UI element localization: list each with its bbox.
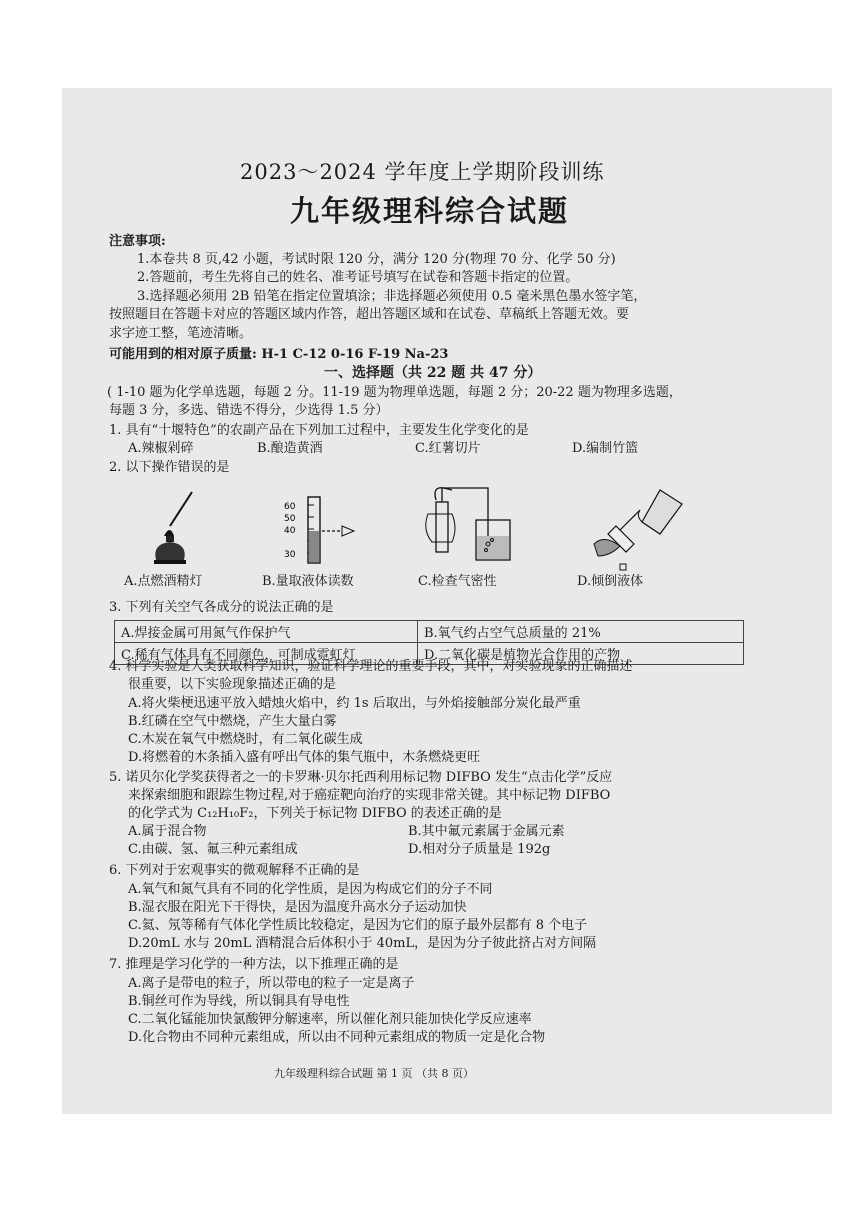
q5-stem-2: 来探索细胞和跟踪生物过程,对于癌症靶向治疗的实现非常关键。其中标记物 DIFBO — [128, 788, 611, 803]
q5-stem-1: 5. 诺贝尔化学奖获得者之一的卡罗琳·贝尔托西利用标记物 DIFBO 发生“点击化学”反应 — [109, 770, 613, 785]
exam-title: 2023～2024 学年度上学期阶段训练 — [240, 160, 605, 184]
note-1: 1.本卷共 8 页,42 小题，考试时限 120 分，满分 120 分(物理 70 分、化学 50 分) — [137, 252, 616, 267]
alcohol-lamp-figure — [144, 488, 214, 568]
q6-stem: 6. 下列对于宏观事实的微观解释不正确的是 — [109, 863, 360, 878]
exam-page — [62, 88, 832, 1114]
q7-option-b: B.铜丝可作为导线，所以铜具有导电性 — [128, 994, 350, 1009]
note-3-cont2: 求字迹工整，笔迹清晰。 — [109, 326, 253, 341]
q5-stem-3: 的化学式为 C₁₂H₁₀F₂，下列关于标记物 DIFBO 的表述正确的是 — [128, 806, 502, 821]
q3-stem: 3. 下列有关空气各成分的说法正确的是 — [109, 600, 334, 615]
q4-option-c: C.木炭在氧气中燃烧时，有二氧化碳生成 — [128, 732, 363, 747]
q1-option-a: A.辣椒剁碎 — [128, 441, 194, 456]
q6-option-c: C.氦、氖等稀有气体化学性质比较稳定，是因为它们的原子最外层都有 8 个电子 — [128, 918, 588, 933]
q3-option-a: A.焊接金属可用氮气作保护气 — [115, 621, 418, 643]
q5-option-d: D.相对分子质量是 192g — [408, 842, 551, 857]
note-3: 3.选择题必须用 2B 铅笔在指定位置填涂；非选择题必须使用 0.5 毫米黑色墨水签字笔， — [137, 289, 647, 304]
notes-heading: 注意事项: — [109, 234, 166, 249]
graduated-cylinder-figure — [282, 493, 372, 568]
q5-option-c: C.由碳、氢、氟三种元素组成 — [128, 842, 298, 857]
cylinder-tick-40: 40 — [284, 526, 296, 536]
q7-stem: 7. 推理是学习化学的一种方法，以下推理正确的是 — [109, 957, 399, 972]
section-instructions-2: 每题 3 分，多选、错选不得分，少选得 1.5 分） — [109, 403, 389, 418]
q2-option-d: D.倾倒液体 — [577, 574, 644, 589]
cylinder-tick-60: 60 — [284, 502, 296, 512]
airtightness-check-figure — [422, 480, 522, 570]
q4-option-a: A.将火柴梗迅速平放入蜡烛火焰中，约 1s 后取出，与外焰接触部分炭化最严重 — [128, 696, 581, 711]
q1-option-d: D.编制竹篮 — [572, 441, 639, 456]
q6-option-d: D.20mL 水与 20mL 酒精混合后体积小于 40mL，是因为分子彼此挤占对方间隔 — [128, 936, 597, 951]
pouring-liquid-figure — [590, 486, 690, 576]
cylinder-tick-50: 50 — [284, 514, 296, 524]
q6-option-b: B.湿衣服在阳光下干得快，是因为温度升高水分子运动加快 — [128, 900, 467, 915]
q3-option-d: D.二氧化碳是植物光合作用的产物 — [418, 643, 744, 665]
page-footer: 九年级理科综合试题 第 1 页 （共 8 页） — [274, 1067, 474, 1080]
cylinder-tick-30: 30 — [284, 550, 296, 560]
q3-option-b: B.氧气约占空气总质量的 21% — [418, 621, 744, 643]
q2-option-a: A.点燃酒精灯 — [124, 574, 203, 589]
q4-option-d: D.将燃着的木条插入盛有呼出气体的集气瓶中，木条燃烧更旺 — [128, 750, 481, 765]
q5-option-a: A.属于混合物 — [128, 824, 207, 839]
q7-option-d: D.化合物由不同种元素组成，所以由不同种元素组成的物质一定是化合物 — [128, 1030, 546, 1045]
section-title: 一、选择题（共 22 题 共 47 分） — [324, 365, 542, 381]
q1-option-c: C.红薯切片 — [415, 441, 481, 456]
q7-option-a: A.离子是带电的粒子，所以带电的粒子一定是离子 — [128, 976, 415, 991]
q4-option-b: B.红磷在空气中燃烧，产生大量白雾 — [128, 714, 337, 729]
q2-option-c: C.检查气密性 — [418, 574, 497, 589]
exam-subtitle: 九年级理科综合试题 — [290, 194, 570, 228]
note-3-cont: 按照题目在答题卡对应的答题区域内作答，超出答题区域和在试卷、草稿纸上答题无效。要 — [109, 307, 630, 322]
q1-option-b: B.酿造黄酒 — [257, 441, 323, 456]
q6-option-a: A.氧气和氮气具有不同的化学性质，是因为构成它们的分子不同 — [128, 882, 493, 897]
q3-option-c: C.稀有气体具有不同颜色，可制成霓虹灯 — [115, 643, 418, 665]
q2-option-b: B.量取液体读数 — [262, 574, 354, 589]
atomic-masses: 可能用到的相对原子质量: H-1 C-12 0-16 F-19 Na-23 — [109, 347, 449, 362]
q1-stem: 1. 具有“十堰特色”的农副产品在下列加工过程中，主要发生化学变化的是 — [109, 423, 529, 438]
q4-stem-2: 很重要，以下实验现象描述正确的是 — [128, 677, 337, 692]
q7-option-c: C.二氧化锰能加快氯酸钾分解速率，所以催化剂只能加快化学反应速率 — [128, 1012, 532, 1027]
q2-stem: 2. 以下操作错误的是 — [109, 460, 230, 475]
q5-option-b: B.其中氟元素属于金属元素 — [408, 824, 565, 839]
q4-stem-1: 4. 科学实验是人类获取科学知识，验证科学理论的重要手段，其中，对实验现象的正确描述 — [109, 659, 633, 674]
section-instructions-1: ( 1-10 题为化学单选题，每题 2 分。11-19 题为物理单选题，每题 2 分；20-22 题为物理多选题， — [107, 385, 682, 400]
note-2: 2.答题前，考生先将自己的姓名、准考证号填写在试卷和答题卡指定的位置。 — [137, 270, 579, 285]
